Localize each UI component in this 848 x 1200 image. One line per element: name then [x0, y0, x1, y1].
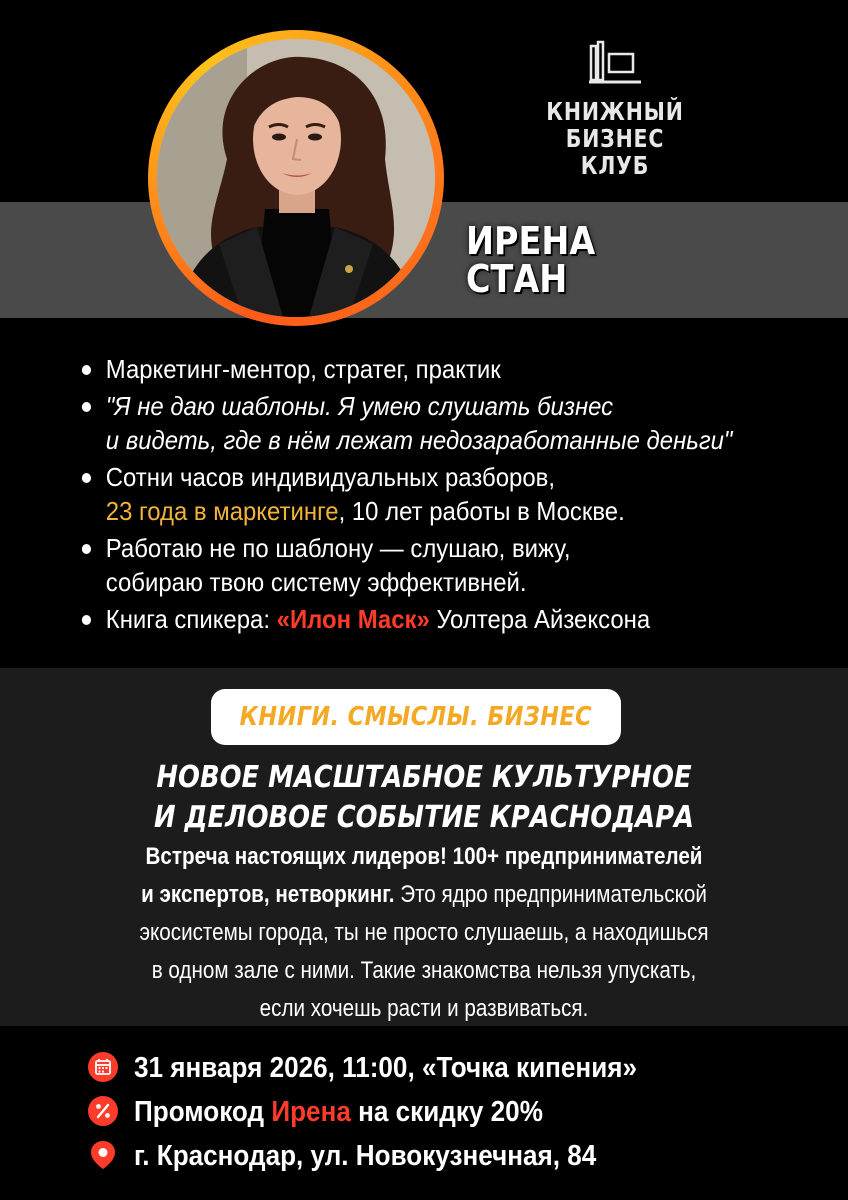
- books-laptop-icon: [587, 40, 643, 86]
- bio-item-role: [80, 352, 742, 386]
- club-logo: [520, 40, 710, 179]
- event-date-text: 31 января 2026, 11:00, «Точка кипения»: [134, 1052, 637, 1084]
- promo-prefix: Промокод: [134, 1096, 272, 1128]
- logo-text-line-3: КЛУБ: [580, 151, 650, 180]
- speaker-first-name: ИРЕНА: [466, 219, 596, 263]
- promo-text: [134, 1092, 543, 1132]
- bio-book-prefix: Книга спикера:: [105, 604, 277, 634]
- promo-suffix: на скидку 20%: [350, 1096, 543, 1128]
- event-desc-line-3: экосистемы города, ты не просто слушаешь, а находишься: [139, 919, 709, 946]
- bio-item-role-text: Маркетинг-ментор, стратег, практик: [105, 354, 501, 384]
- bio-book-title: «Илон Маск»: [276, 604, 430, 634]
- speaker-photo-frame: [148, 30, 444, 326]
- bio-item-approach: [80, 531, 742, 599]
- bio-approach-line-1: Работаю не по шаблону — слушаю, вижу,: [105, 533, 571, 563]
- speaker-bio-list: [80, 352, 800, 639]
- address-text: г. Краснодар, ул. Новокузнечная, 84: [134, 1140, 597, 1172]
- bio-item-experience: [80, 460, 742, 528]
- bio-quote-line-2: и видеть, где в нём лежат недозаработанные деньги": [105, 425, 733, 455]
- bio-experience-rest: , 10 лет работы в Москве.: [338, 496, 625, 526]
- event-desc-line-4: в одном зале с ними. Такие знакомства нельзя упускать,: [151, 957, 697, 984]
- location-pin-icon: [88, 1140, 118, 1170]
- tagline-badge: [211, 689, 621, 745]
- speaker-portrait-illustration: [157, 39, 435, 317]
- event-description: [40, 838, 808, 1028]
- bio-item-book: [80, 602, 742, 636]
- event-title-line-1: НОВОЕ МАСШТАБНОЕ КУЛЬТУРНОЕ: [156, 760, 692, 795]
- speaker-photo: [157, 39, 435, 317]
- bio-item-quote: [80, 389, 742, 457]
- bio-experience-highlight: 23 года в маркетинге: [105, 496, 339, 526]
- event-desc-line-1: Встреча настоящих лидеров! 100+ предпринимателей: [145, 843, 703, 870]
- event-title: [0, 758, 848, 838]
- bio-quote-line-1: "Я не даю шаблоны. Я умею слушать бизнес: [105, 391, 614, 421]
- event-title-line-2: И ДЕЛОВОЕ СОБЫТИЕ КРАСНОДАРА: [153, 800, 695, 835]
- event-desc-line-2-bold: и экспертов, нетворкинг.: [141, 881, 395, 908]
- percent-icon: [88, 1096, 118, 1126]
- calendar-icon: [88, 1052, 118, 1082]
- event-desc-line-2-rest: Это ядро предпринимательской: [394, 881, 707, 908]
- bio-book-author: Уолтера Айзексона: [429, 604, 651, 634]
- tagline-text: КНИГИ. СМЫСЛЫ. БИЗНЕС: [239, 702, 593, 732]
- speaker-last-name: СТАН: [466, 257, 568, 301]
- logo-text-line-2: БИЗНЕС: [565, 124, 665, 153]
- speaker-name: [466, 219, 596, 301]
- bio-experience-line-1: Сотни часов индивидуальных разборов,: [105, 462, 555, 492]
- logo-text-line-1: КНИЖНЫЙ: [546, 97, 684, 126]
- event-desc-line-5: если хочешь расти и развиваться.: [259, 995, 589, 1022]
- bio-approach-line-2: собираю твою систему эффективней.: [105, 567, 527, 597]
- promo-code[interactable]: Ирена: [271, 1096, 351, 1128]
